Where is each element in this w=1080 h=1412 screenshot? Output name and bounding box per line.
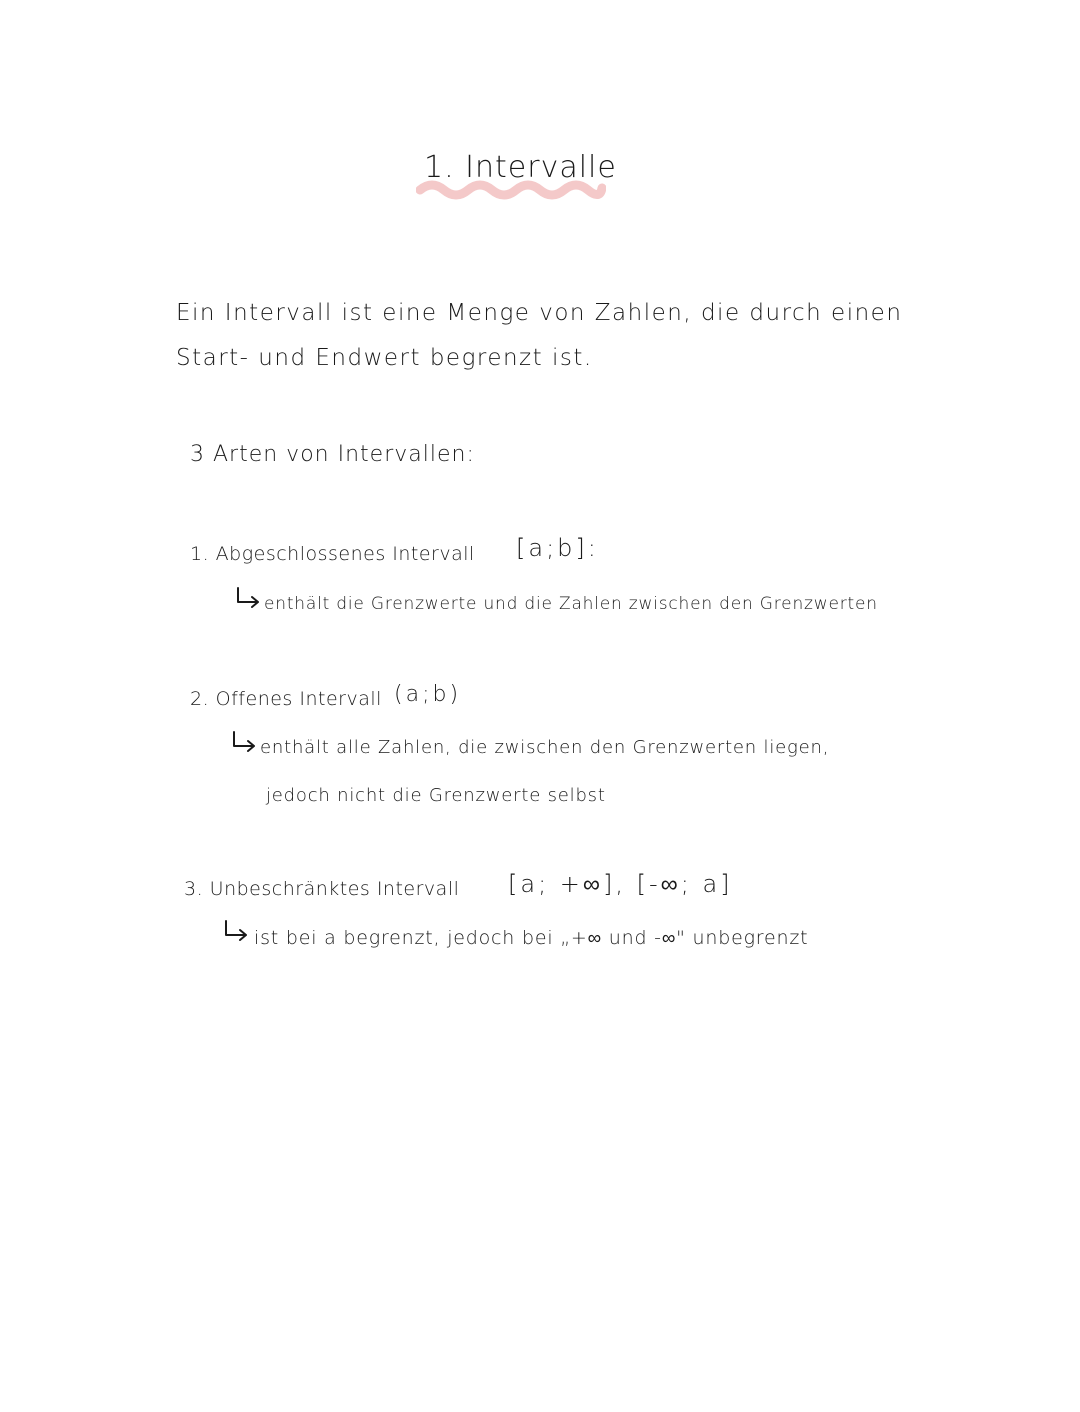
item-2-desc-line-1: enthält alle Zahlen, die zwischen den Grenzwerten liegen, [260, 737, 830, 758]
arrow-hook-icon [230, 730, 258, 752]
item-2-notation: (a;b) [394, 682, 462, 707]
page-title: 1. Intervalle [424, 150, 617, 185]
intro-line-2: Start- und Endwert begrenzt ist. [176, 345, 593, 371]
intro-line-1: Ein Intervall ist eine Menge von Zahlen, die durch einen [176, 300, 903, 326]
item-3-desc-line-1: ist bei a begrenzt, jedoch bei „+∞ und -∞" unbegrenzt [254, 927, 809, 949]
item-3-title: 3. Unbeschränktes Intervall [184, 878, 460, 900]
item-2-title: 2. Offenes Intervall [190, 688, 382, 710]
types-heading: 3 Arten von Intervallen: [190, 442, 475, 467]
wavy-underline-icon [416, 178, 606, 200]
item-3-notation: [a; +∞], [-∞; a] [508, 870, 733, 898]
item-1-notation: [a;b]: [516, 534, 599, 562]
item-2-desc-line-2: jedoch nicht die Grenzwerte selbst [266, 785, 606, 806]
item-1-title: 1. Abgeschlossenes Intervall [190, 543, 475, 565]
item-1-desc-line-1: enthält die Grenzwerte und die Zahlen zwischen den Grenzwerten [264, 594, 878, 614]
arrow-hook-icon [234, 586, 262, 608]
arrow-hook-icon [222, 919, 250, 941]
